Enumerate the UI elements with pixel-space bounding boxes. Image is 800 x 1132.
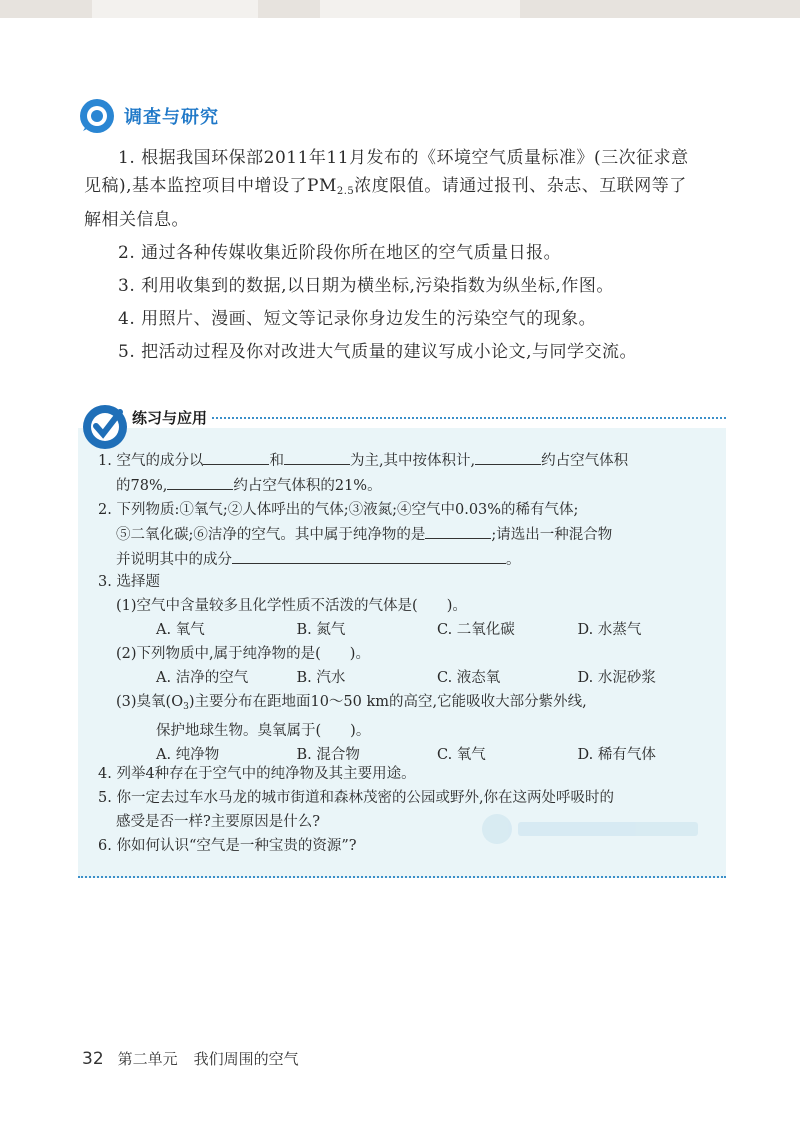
speech-bubble-icon xyxy=(78,97,116,135)
page-number: 32 xyxy=(82,1049,104,1069)
question-6: 6. 你如何认识“空气是一种宝贵的资源”? xyxy=(98,838,357,854)
answer-blank[interactable] xyxy=(284,448,350,465)
question-5: 5. 你一定去过车水马龙的城市街道和森林茂密的公园或野外,你在这两处呼吸时的 感受是否一样?主要原因是什么? xyxy=(98,790,615,830)
research-title: 调查与研究 xyxy=(124,107,219,128)
question-1: 1. 空气的成分以 和 为主,其中按体积计, 约占空气体积 的78%, 约占空气体积的21%。 xyxy=(98,448,718,498)
option-d[interactable]: D. 水蒸气 xyxy=(577,622,642,638)
faint-watermark xyxy=(482,812,712,846)
research-item-3: 3. 利用收集到的数据,以日期为横坐标,污染指数为纵坐标,作图。 xyxy=(118,276,614,296)
top-band xyxy=(0,0,800,18)
research-body xyxy=(84,144,704,371)
option-c[interactable]: C. 液态氧 xyxy=(437,670,501,686)
question-3-3-cont: 保护地球生物。臭氧属于( )。 xyxy=(156,723,371,739)
option-d[interactable]: D. 水泥砂浆 xyxy=(577,670,656,686)
answer-blank[interactable] xyxy=(425,522,491,539)
question-3-2: (2)下列物质中,属于纯净物的是( )。 xyxy=(116,646,370,662)
exercise-header-divider xyxy=(212,417,726,419)
research-item-1: 1. 根据我国环保部2011年11月发布的《环境空气质量标准》(三次征求意见稿),基本监控项目中增设了$PM_{2.5}$浓度限值。请通过报刊、杂志、互联网等了解相关信息。 xyxy=(84,148,689,230)
research-item-4: 4. 用照片、漫画、短文等记录你身边发生的污染空气的现象。 xyxy=(118,309,597,329)
question-3-1-options xyxy=(98,618,718,642)
question-3-title: 3. 选择题 xyxy=(98,574,160,590)
option-a[interactable]: A. 纯净物 xyxy=(156,747,220,763)
page-footer xyxy=(82,1048,299,1069)
top-band-seg xyxy=(258,0,320,18)
answer-blank[interactable] xyxy=(203,448,269,465)
answer-blank[interactable] xyxy=(167,473,233,490)
question-3-3: (3)臭氧$(O_3)$主要分布在距地面10～50 km的高空,它能吸收大部分紫外线, xyxy=(116,694,587,712)
question-3-1: (1)空气中含量较多且化学性质不活泼的气体是( )。 xyxy=(116,598,467,614)
research-item-5: 5. 把活动过程及你对改进大气质量的建议写成小论文,与同学交流。 xyxy=(118,342,638,362)
topic-label: 我们周围的空气 xyxy=(193,1050,299,1068)
option-c[interactable]: C. 氧气 xyxy=(437,747,486,763)
option-a[interactable]: A. 氧气 xyxy=(156,622,205,638)
question-3 xyxy=(98,570,718,767)
option-c[interactable]: C. 二氧化碳 xyxy=(437,622,515,638)
question-4: 4. 列举4种存在于空气中的纯净物及其主要用途。 xyxy=(98,766,416,782)
exercise-title: 练习与应用 xyxy=(132,409,208,427)
option-b[interactable]: B. 氮气 xyxy=(296,622,346,638)
top-band-seg xyxy=(0,0,92,18)
answer-blank[interactable] xyxy=(475,448,541,465)
unit-label: 第二单元 xyxy=(117,1050,178,1068)
option-a[interactable]: A. 洁净的空气 xyxy=(156,670,249,686)
research-header xyxy=(78,98,219,134)
top-band-seg xyxy=(520,0,800,18)
checkmark-icon xyxy=(80,402,130,452)
answer-blank[interactable] xyxy=(232,547,506,564)
question-3-2-options xyxy=(98,666,718,690)
option-b[interactable]: B. 汽水 xyxy=(296,670,346,686)
option-b[interactable]: B. 混合物 xyxy=(296,747,360,763)
research-item-2: 2. 通过各种传媒收集近阶段你所在地区的空气质量日报。 xyxy=(118,243,562,263)
option-d[interactable]: D. 稀有气体 xyxy=(577,747,656,763)
question-2: 2. 下列物质:①氧气;②人体呼出的气体;③液氮;④空气中0.03%的稀有气体; ⑤二氧化碳;⑥洁净的空气。其中属于纯净物的是 ;请选出一种混合物 并说明其中的成分 。 xyxy=(98,502,613,568)
